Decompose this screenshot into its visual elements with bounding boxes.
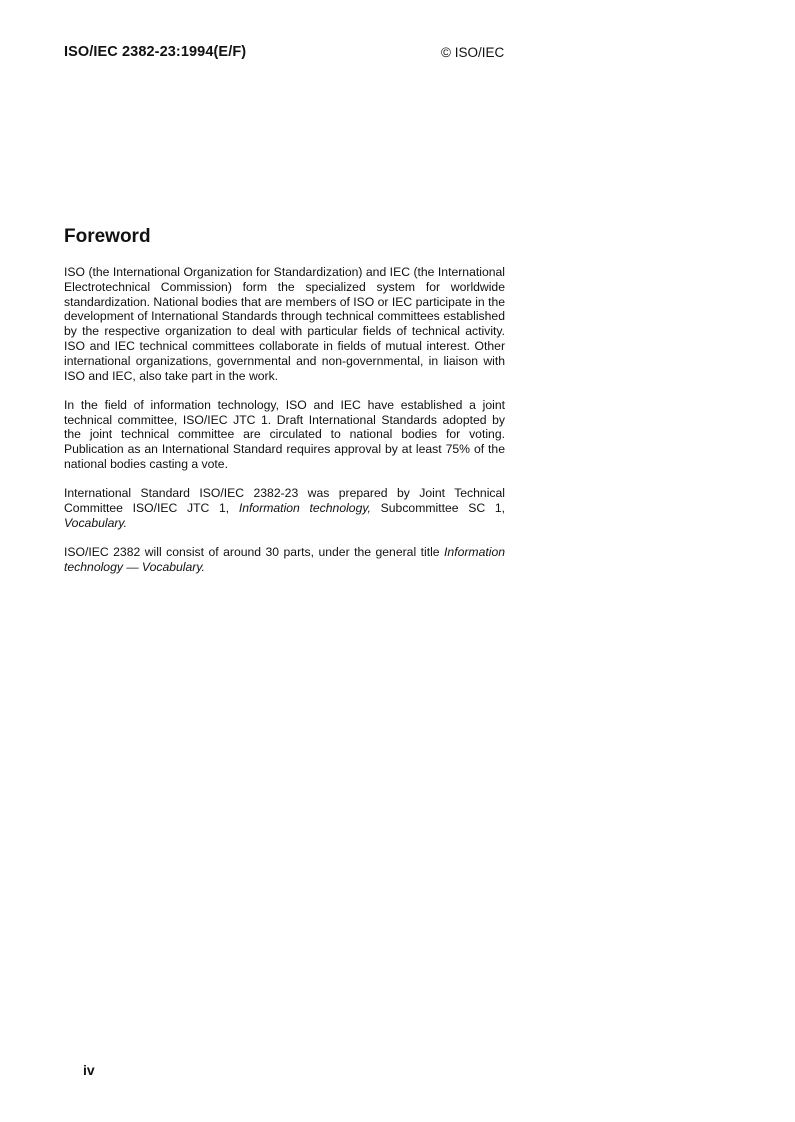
section-title: Foreword: [64, 226, 151, 247]
italic-committee-title: Information technology,: [238, 501, 371, 516]
italic-subcommittee-title: Vocabulary.: [64, 515, 128, 530]
paragraph-iso-iec: ISO (the International Organization for Standardization) and IEC (the International Electrotechnical Commission) form the specialized system for worldwide standardization. National bodies that are members of ISO or IEC participate in the development of International Standards through technical committees established by the respective organization to deal with particular fields of technical activity. ISO and IEC technical committees collaborate in fields of mutual interest. Other international organizations, governmental and non-governmental, in liaison with ISO and IEC, also take part in the work.: [64, 265, 506, 383]
page-number: iv: [83, 1062, 95, 1078]
foreword-body: [64, 265, 505, 589]
paragraph-text: ISO/IEC 2382 will consist of around 30 parts, under the general title: [64, 545, 445, 560]
paragraph-text: Subcommittee SC 1,: [370, 501, 505, 516]
italic-general-title: Information technology — Vocabulary.: [64, 545, 505, 575]
paragraph-parts: [64, 545, 505, 575]
paragraph-jtc1: In the field of information technology, ISO and IEC have established a joint technical committee, ISO/IEC JTC 1. Draft International Standards adopted by the joint technical committee are circulated to national bodies for voting. Publication as an International Standard requires approval by at least 75% of the national bodies casting a vote.: [64, 397, 505, 472]
paragraph-prepared-by: [64, 486, 505, 530]
paragraph-text: International Standard ISO/IEC 2382-23 was prepared by Joint Technical Committee ISO/IEC JTC 1,: [64, 486, 505, 516]
document-id: ISO/IEC 2382-23:1994(E/F): [64, 44, 247, 60]
copyright-notice: © ISO/IEC: [441, 45, 505, 60]
